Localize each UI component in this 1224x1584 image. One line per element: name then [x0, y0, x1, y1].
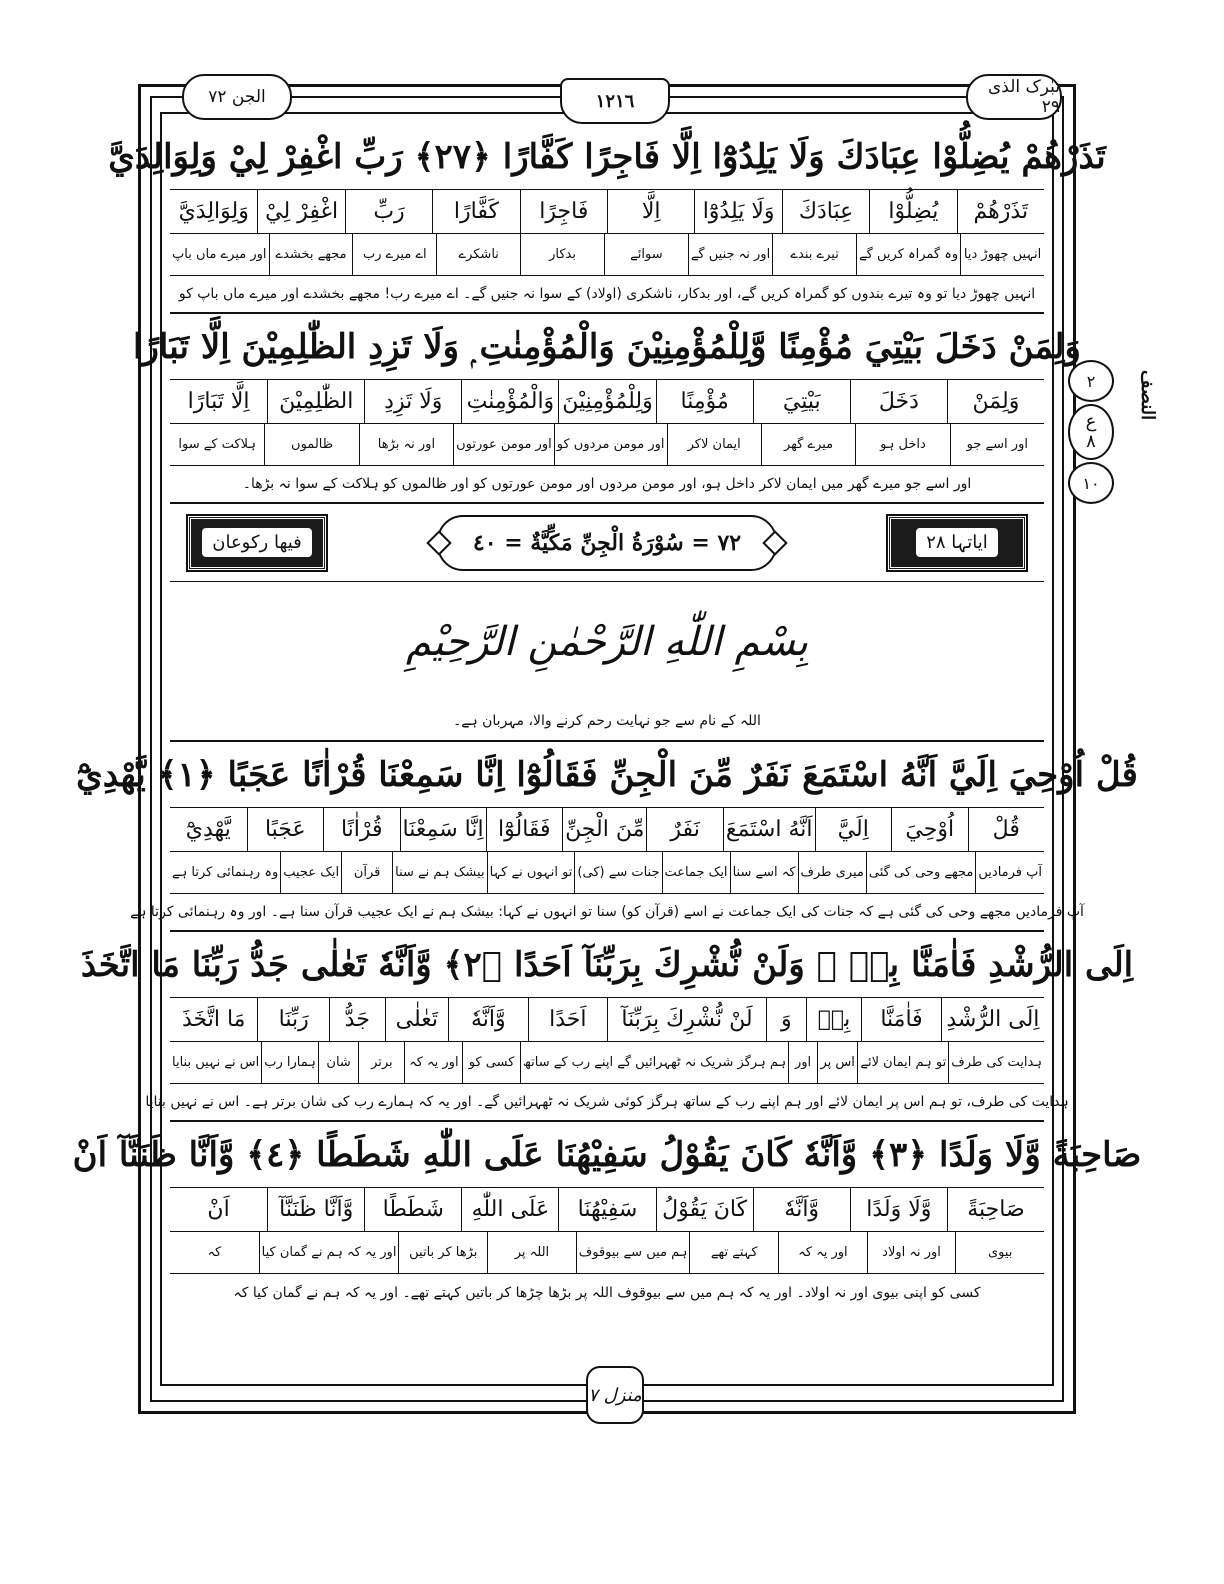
word-ar: وَّاَنَّهٗ — [448, 998, 527, 1041]
word-ar: صَاحِبَةً — [947, 1188, 1044, 1231]
word-ur: ہلاکت کے سوا — [178, 437, 256, 452]
word-ur: مجھے بخشدے — [269, 234, 353, 275]
word-row-urdu-1 — [170, 234, 1044, 276]
word-ar: اُوْحِيَ — [891, 808, 968, 851]
word-ar: دَخَلَ — [850, 380, 947, 423]
translation-line-5: کسی کو اپنی بیوی اور نہ اولاد۔ اور یہ کہ ہم میں سے بیوقوف اللہ پر بڑھا چڑھا کر باتیں کہتے تھے۔ اور یہ کہ ہم نے گمان کیا کہ — [233, 1285, 981, 1301]
word-ar: مُؤْمِنًا — [656, 380, 753, 423]
word-ur: میری طرف — [798, 852, 866, 893]
word-ar: وَلِمَنْ — [947, 380, 1044, 423]
word-row-arabic-3 — [170, 808, 1044, 852]
word-ar: فَاٰمَنَّا — [861, 998, 940, 1041]
word-ar: قُلْ — [968, 808, 1045, 851]
ruku-count-text: فیھا رکوعان — [202, 528, 312, 557]
word-ur: برتر — [358, 1042, 404, 1083]
word-ar: مَا اتَّخَذَ — [181, 1007, 246, 1032]
bismillah-calligraphy: بِسْمِ اللّٰهِ الرَّحْمٰنِ الرَّحِيْمِ — [405, 619, 809, 665]
word-ar: تَذَرْهُمْ — [957, 190, 1044, 233]
word-ar: اِلَى الرُّشْدِ — [941, 998, 1044, 1041]
word-ur: اور مومن عورتوں — [453, 424, 554, 465]
word-ur: مجھے وحی کی گئی — [866, 852, 975, 893]
word-ur: ایمان لاکر — [667, 424, 761, 465]
surah-name-label: الجن ٧٢ — [182, 74, 292, 120]
word-row-urdu-4 — [170, 1042, 1044, 1084]
ayah-line-1: تَذَرْهُمْ يُضِلُّوْا عِبَادَكَ وَلَا يَلِدُوْٓا اِلَّا فَاجِرًا كَفَّارًا ﴿٢٧﴾ رَبِّ اغْفِرْ لِيْ وَلِوَالِدَيَّ — [170, 124, 1044, 190]
word-ar: اِلَّا تَبَارًا — [187, 389, 250, 414]
word-ar: اِنَّا سَمِعْنَا — [400, 808, 486, 851]
word-ur: کسی کو — [462, 1042, 520, 1083]
word-ur: تو انہوں نے کہا — [487, 852, 575, 893]
word-row-arabic-5 — [170, 1188, 1044, 1232]
word-ur: کہ اسے سنا — [730, 852, 798, 893]
word-ur: اور نہ اولاد — [867, 1232, 956, 1273]
word-ur: ہمارا رب — [261, 1042, 318, 1083]
page-number: ١٢١٦ — [560, 78, 670, 124]
ayah-line-5: صَاحِبَةً وَّلَا وَلَدًا ﴿٣﴾ وَّاَنَّهٗ كَانَ يَقُوْلُ سَفِيْهُنَا عَلَى اللّٰهِ شَطَطًا ﴿٤﴾ وَّاَنَّا ظَنَنَّآ اَنْ — [170, 1122, 1044, 1188]
word-ar: اِلَّا — [607, 190, 694, 233]
surah-title: ٧٢ = سُوْرَةُ الْجِنِّ مَكِّيَّةٌ = ٤٠ — [437, 515, 777, 571]
word-ar: شَطَطًا — [364, 1188, 461, 1231]
word-ur: اے میرے رب — [352, 234, 436, 275]
word-ar: بَيْتِيَ — [753, 380, 850, 423]
word-ar: وَّاَنَّهٗ — [753, 1188, 850, 1231]
word-ur: بیشک ہم نے سنا — [392, 852, 486, 893]
word-ar: وَلَا تَزِدِ — [364, 380, 461, 423]
ruku-mark-bottom: ١٠ — [1068, 462, 1114, 504]
word-ar: رَبِّ — [345, 190, 432, 233]
word-ar: يُضِلُّوْا — [869, 190, 956, 233]
ruku-markers — [1068, 360, 1124, 506]
word-ar: الظّٰلِمِيْنَ — [267, 380, 364, 423]
word-ur: بیوی — [955, 1232, 1044, 1273]
bismillah-translation: اللہ کے نام سے جو نہایت رحم کرنے والا، مہربان ہے۔ — [170, 702, 1044, 742]
word-ar: فَقَالُوْٓا — [486, 808, 563, 851]
word-ar: اَنْ — [207, 1197, 230, 1222]
word-ur: اور — [788, 1042, 817, 1083]
word-row-urdu-5 — [170, 1232, 1044, 1274]
word-ur: اور یہ کہ — [778, 1232, 867, 1273]
ruku-mark-top: ٢ — [1068, 360, 1114, 402]
word-ur: اس پر — [817, 1042, 857, 1083]
word-ur: کہتے تھے — [689, 1232, 778, 1273]
word-ar: تَعٰلٰى — [385, 998, 449, 1041]
word-ur: ہم میں سے بیوقوف — [576, 1232, 690, 1273]
word-ar: لَنْ نُّشْرِكَ بِرَبِّنَآ — [607, 998, 766, 1041]
word-ur: ایک عجیب — [280, 852, 341, 893]
ayah-line-2: وَلِمَنْ دَخَلَ بَيْتِيَ مُؤْمِنًا وَّلِلْمُؤْمِنِيْنَ وَالْمُؤْمِنٰتِ ۭ وَلَا تَزِدِ الظّٰلِمِيْنَ اِلَّا تَبَارًا — [170, 314, 1044, 380]
word-ur: تو ہم ایمان لائے — [857, 1042, 948, 1083]
word-ar: قُرْاٰنًا — [323, 808, 400, 851]
word-ur: آپ فرمادیں — [975, 852, 1044, 893]
word-ur: ناشکرے — [436, 234, 520, 275]
word-ar: فَاجِرًا — [520, 190, 607, 233]
verse-count-text: ایاتہا ٢٨ — [916, 528, 998, 557]
word-ar: مِّنَ الْجِنِّ — [562, 808, 646, 851]
word-ur: داخل ہو — [855, 424, 949, 465]
word-row-arabic-1 — [170, 190, 1044, 234]
word-ur: ہم ہرگز شریک نہ ٹھہرائیں گے اپنے رب کے ساتھ — [520, 1042, 788, 1083]
word-ur: کہ — [207, 1245, 222, 1260]
word-ar: وَالْمُؤْمِنٰتِ — [461, 380, 558, 423]
word-ar: اَحَدًا — [528, 998, 607, 1041]
word-ar: اِلَيَّ — [815, 808, 892, 851]
word-ar: اغْفِرْ لِيْ — [257, 190, 344, 233]
word-ur: بدکار — [520, 234, 604, 275]
ruku-count-badge — [188, 516, 326, 570]
word-ar: بِهٖ — [806, 998, 862, 1041]
word-ur: اللہ پر — [487, 1232, 576, 1273]
word-ur: اور مومن مردوں کو — [554, 424, 667, 465]
word-ar: وَلِلْمُؤْمِنِيْنَ — [558, 380, 655, 423]
translation-line-1: انہیں چھوڑ دیا تو وہ تیرے بندوں کو گمراہ کریں گے، اور بدکار، ناشکری (اولاد) کے سوا نہ جنیں گے۔ اے میرے رب! مجھے بخشدے اور میرے ماں باپ کو — [170, 276, 1044, 314]
verse-count-badge — [888, 516, 1026, 570]
word-ur: جنات سے (کی) — [574, 852, 661, 893]
translation-line-4: ہدایت کی طرف، تو ہم اس پر ایمان لائے اور ہم اپنے رب کے ساتھ ہرگز کوئی شریک نہ ٹھہرائیں گے۔ اور یہ کہ ہمارے رب کی شان برتر ہے۔ اس نے نہیں بنایا — [170, 1084, 1044, 1122]
word-row-urdu-3 — [170, 852, 1044, 894]
word-ur: وہ رہنمائی کرتا ہے — [172, 865, 279, 880]
word-ar: نَفَرٌ — [646, 808, 723, 851]
word-ur: ظالموں — [264, 424, 358, 465]
word-ur: اور یہ کہ — [404, 1042, 462, 1083]
word-ur: میرے گھر — [761, 424, 855, 465]
ruku-ain-number: ٨ — [1086, 431, 1096, 452]
word-ur: سوائے — [604, 234, 688, 275]
word-ar: عَجَبًا — [247, 808, 324, 851]
word-ur: اور میرے ماں باپ — [172, 247, 267, 262]
word-ar: عِبَادَكَ — [782, 190, 869, 233]
word-ur: اور نہ جنیں گے — [688, 234, 772, 275]
word-ar: وَلِوَالِدَيَّ — [178, 199, 249, 224]
word-ur: انہیں چھوڑ دیا — [960, 234, 1044, 275]
word-ar: وَّلَا وَلَدًا — [850, 1188, 947, 1231]
ayah-line-4: اِلَى الرُّشْدِ فَاٰمَنَّا بِهٖ ۭ وَلَنْ نُّشْرِكَ بِرَبِّنَآ اَحَدًا ﴿٢﴾ وَّاَنَّهٗ تَعٰلٰى جَدُّ رَبِّنَا مَا اتَّخَذَ — [170, 932, 1044, 998]
word-ur: وہ گمراہ کریں گے — [856, 234, 960, 275]
word-ar: رَبِّنَا — [257, 998, 329, 1041]
ruku-ain-mark — [1068, 404, 1114, 460]
nisf-marker: النصف — [1137, 370, 1158, 421]
juz-name-label: تبٰرک الذی ٢٩ — [966, 74, 1062, 120]
word-ur: اور اسے جو — [950, 424, 1044, 465]
word-ur: اور نہ بڑھا — [359, 424, 453, 465]
word-ur: شان — [318, 1042, 358, 1083]
word-ar: جَدُّ — [329, 998, 385, 1041]
manzil-marker: منزل ٧ — [586, 1366, 644, 1424]
word-ar: كَفَّارًا — [432, 190, 519, 233]
ruku-ain-letter: ع — [1085, 411, 1097, 433]
word-row-arabic-4 — [170, 998, 1044, 1042]
word-ar: يَّهْدِيْٓ — [185, 817, 231, 842]
word-ur: تیرے بندے — [772, 234, 856, 275]
word-ur: بڑھا کر باتیں — [398, 1232, 487, 1273]
word-ar: كَانَ يَقُوْلُ — [656, 1188, 753, 1231]
word-ar: وَلَا يَلِدُوْٓا — [694, 190, 781, 233]
translation-line-3: آپ فرمادیں مجھے وحی کی گئی ہے کہ جنات کی ایک جماعت نے اسے (قرآن کو) سنا تو انہوں نے کہا: بیشک ہم نے ایک عجیب قرآن سنا ہے۔ اور وہ رہنمائی کرتا ہے — [170, 894, 1044, 932]
word-ar: سَفِيْهُنَا — [558, 1188, 655, 1231]
word-ur: اس نے نہیں بنایا — [172, 1055, 260, 1070]
word-ur: ہدایت کی طرف — [948, 1042, 1044, 1083]
word-ur: ایک جماعت — [662, 852, 730, 893]
word-ur: اور یہ کہ ہم نے گمان کیا — [259, 1232, 399, 1273]
word-ar: عَلَى اللّٰهِ — [461, 1188, 558, 1231]
translation-line-2: اور اسے جو میرے گھر میں ایمان لاکر داخل ہو، اور مومن مردوں اور مومن عورتوں کو اور ظالموں کو ہلاکت کے سوا نہ بڑھا۔ — [170, 466, 1044, 504]
word-row-arabic-2 — [170, 380, 1044, 424]
word-row-urdu-2 — [170, 424, 1044, 466]
word-ar: اَنَّهُ اسْتَمَعَ — [723, 808, 815, 851]
word-ar: وَّاَنَّا ظَنَنَّآ — [267, 1188, 364, 1231]
ayah-line-3: قُلْ اُوْحِيَ اِلَيَّ اَنَّهُ اسْتَمَعَ نَفَرٌ مِّنَ الْجِنِّ فَقَالُوْٓا اِنَّا سَمِعْنَا قُرْاٰنًا عَجَبًا ﴿١﴾ يَّهْدِيْٓ — [170, 742, 1044, 808]
word-ur: قرآن — [341, 852, 392, 893]
word-ar: وَ — [766, 998, 806, 1041]
surah-header-band — [170, 504, 1044, 582]
